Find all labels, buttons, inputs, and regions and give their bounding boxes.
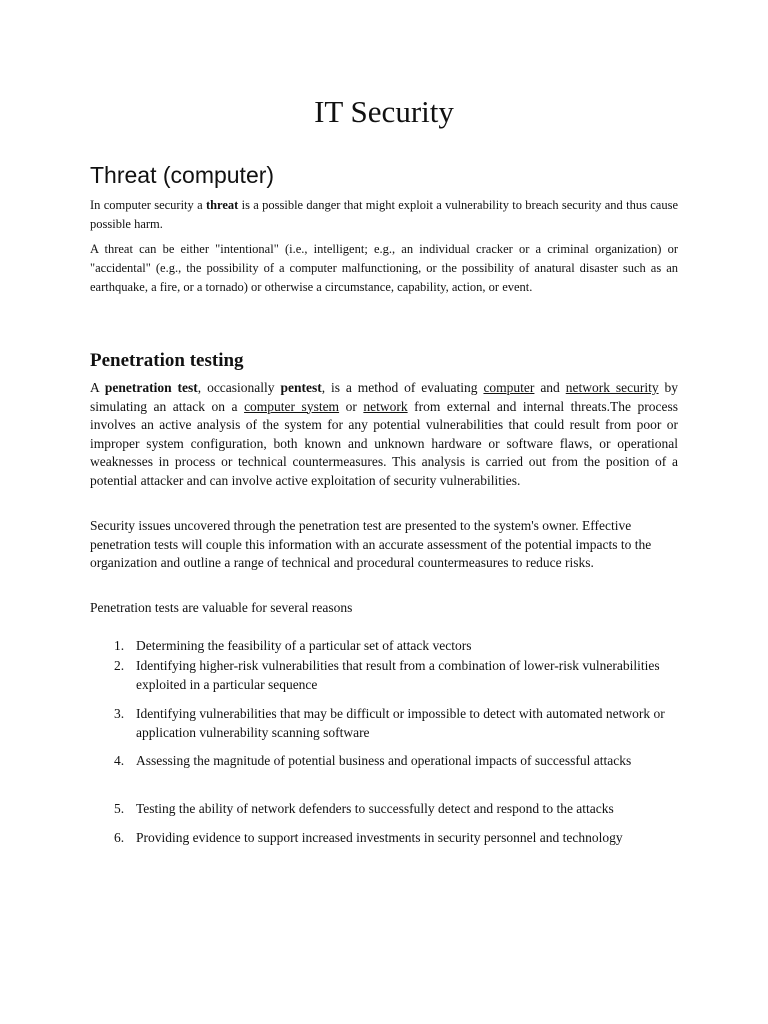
list-item-text: Testing the ability of network defenders to successfully detect and respond to the attacks — [136, 801, 614, 816]
list-item-number: 4. — [114, 753, 125, 768]
threat-term: threat — [205, 198, 239, 212]
computer-system-link[interactable]: computer system — [244, 398, 340, 414]
network-security-link[interactable]: network security — [565, 380, 659, 395]
pentest-p1-text-4: and — [534, 380, 566, 395]
document-title: IT Security — [314, 94, 454, 129]
penetration-testing-heading: Penetration testing — [90, 350, 244, 371]
list-item — [114, 828, 674, 847]
list-item-text: Identifying higher-risk vulnerabilities that result from a combination of lower-risk vulnerabilities exploited in a particular sequence — [136, 658, 660, 692]
threat-types-paragraph: A threat can be either "intentional" (i.e., intelligent; e.g., an individual cracker or a criminal organization) or "accidental" (e.g., the possibility of a computer malfunctioning, or the possibility of anatural disaster such as an earthquake, a fire, or a tornado) or otherwise a circumstance, capability, action, or event. — [90, 242, 678, 294]
pentest-results-paragraph: Security issues uncovered through the penetration test are presented to the system's owner. Effective penetration tests will couple this information with an accurate assessment of the potential impacts to the organization and outline a range of technical and procedural countermeasures to reduce risks. — [90, 518, 652, 571]
threat-p1-text-2: is a possible danger that might exploit a vulnerability to breach security and thus cause possible harm. — [90, 198, 678, 231]
list-item-text: Providing evidence to support increased investments in security personnel and technology — [136, 830, 623, 845]
pentest-p1-text-1: A — [90, 380, 105, 395]
pentest-p1-text-5: by simulating an attack on a — [90, 380, 678, 414]
list-item-number: 5. — [114, 801, 125, 816]
network-link[interactable]: network — [363, 398, 408, 414]
threat-p1-text-1: In computer security a — [90, 198, 206, 212]
pentest-p1-text-6: or — [339, 398, 364, 414]
list-item — [114, 656, 674, 694]
list-item-number: 3. — [114, 706, 125, 721]
penetration-test-term: penetration test — [104, 380, 198, 395]
computer-link[interactable]: computer — [483, 380, 535, 395]
pentest-p1-text-2: , occasionally — [197, 380, 281, 395]
list-item-number: 6. — [114, 830, 125, 845]
list-item — [114, 751, 674, 770]
pentest-reasons-intro: Penetration tests are valuable for several reasons — [90, 600, 353, 615]
threat-definition-paragraph — [90, 196, 678, 234]
list-item-number: 2. — [114, 658, 125, 673]
threat-heading: Threat (computer) — [90, 162, 275, 188]
pentest-p1-text-7: from external and internal threats.The process involves an active analysis of the system for any potential vulnerabilities that could result from poor or improper system configuration, both known and unknown hardware or software flaws, or operational weaknesses in process or technical countermeasures. This analysis is carried out from the position of a potential attacker and can involve active exploitation of security vulnerabilities. — [90, 398, 679, 488]
list-item-text: Determining the feasibility of a particular set of attack vectors — [136, 638, 472, 653]
pentest-p1-text-3: , is a method of evaluating — [321, 380, 484, 395]
list-item-number: 1. — [114, 638, 125, 653]
pentest-term: pentest — [280, 380, 322, 395]
list-item — [114, 704, 674, 742]
list-item-text: Assessing the magnitude of potential business and operational impacts of successful attacks — [136, 753, 632, 768]
list-item — [114, 636, 674, 655]
list-item-text: Identifying vulnerabilities that may be difficult or impossible to detect with automated network or application vulnerability scanning software — [136, 706, 665, 740]
list-item — [114, 799, 674, 818]
pentest-definition-paragraph — [90, 379, 678, 491]
